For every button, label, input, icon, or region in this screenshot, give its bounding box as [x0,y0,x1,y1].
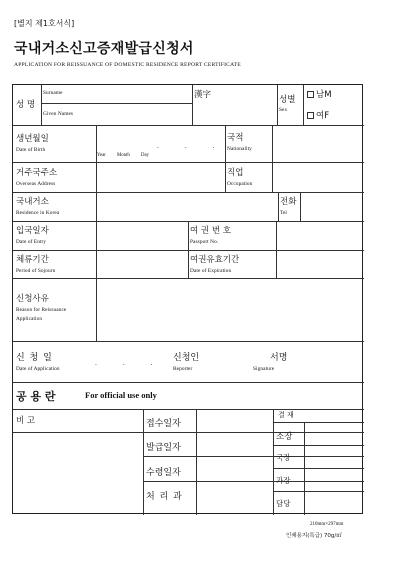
passport-label: 여 권 번 호 [190,226,231,236]
occupation-field[interactable] [273,163,363,192]
reporter-label-en: Reporter [173,366,193,372]
male-checkbox[interactable] [307,91,314,98]
reporter-label: 신청인 [173,353,200,363]
entry-label-en: Date of Entry [16,239,47,245]
surname-label: Surname [43,90,63,96]
residence-field[interactable] [97,193,278,221]
chief-label: 소장 [276,432,293,442]
received-date-label: 접수일자 [146,419,181,429]
overseas-address-field[interactable] [97,163,225,192]
remarks-label: 비 고 [16,416,36,426]
birth-date-field[interactable] [97,126,225,151]
dots: . . . [157,143,227,150]
overseas-label-en: Overseas Address [16,181,56,187]
application-date-label-en: Date of Application [16,366,60,372]
birth-label: 생년월일 [16,134,49,144]
nationality-label-en: Nationality [227,146,252,152]
director-label: 국장 [276,453,291,462]
application-form [12,84,363,514]
year-label: Year [97,153,106,158]
overseas-label: 거주국주소 [16,168,58,178]
tel-label: 전화 [280,197,297,207]
passport-label-en: Passport No. [190,239,219,245]
reason-field[interactable] [97,279,363,341]
tel-field[interactable] [301,193,363,221]
female-checkbox[interactable] [307,112,314,119]
nationality-field[interactable] [273,126,363,162]
tel-label-en: Tel [280,210,287,216]
signature-label-en: Signature [253,366,275,372]
sex-label-en: Sex [279,107,288,113]
expiry-field[interactable] [277,251,363,278]
reason-label-en: Reason for Reissuance [16,307,67,313]
page-title: 국내거소신고증재발급신청서 [14,41,194,57]
passport-number-field[interactable] [277,222,363,250]
issued-date-label: 발급일자 [146,443,181,453]
expiry-label-en: Date of Expiration [190,268,232,274]
given-names-field[interactable] [42,104,192,125]
reason-label-en2: Application [16,316,43,322]
application-date-label: 신 청 일 [16,353,53,363]
entry-label: 입국일자 [16,226,49,236]
reason-label: 신청사유 [16,294,49,304]
sojourn-label: 체류기간 [16,255,49,265]
page-title-en: APPLICATION FOR REISSUANCE OF DOMESTIC RESIDENCE REPORT CERTIFICATE [14,62,241,68]
residence-label: 국내거소 [16,197,49,207]
chinese-name-field[interactable] [193,97,277,125]
surname-field[interactable] [42,86,192,103]
occupation-label-en: Occupation [227,181,253,187]
month-label: Month [117,153,130,158]
sojourn-label-en: Period of Sojourn [16,268,56,274]
residence-label-en: Residence in Korea [16,210,60,216]
signature-label: 서명 [270,353,288,363]
paper-size: 210mm×297mm [310,522,344,527]
female-label: 여F [316,111,330,121]
nationality-label: 국적 [227,133,244,143]
day-label: Day [141,153,149,158]
paper-spec: 인쇄용지(특급) 70g/㎡ [286,533,342,539]
sojourn-field[interactable] [97,251,188,278]
occupation-label: 직업 [227,168,244,178]
official-title-en: For official use only [85,390,157,400]
male-label: 남M [316,90,332,100]
collected-date-label: 수령일자 [146,468,181,478]
approval-label: 결 재 [278,411,294,419]
chinese-name-label: 漢字 [194,90,212,100]
section-chief-label: 과장 [276,476,291,485]
date-dots: . . . [95,360,165,367]
name-label: 성 명 [16,100,36,110]
processor-label: 처 리 과 [146,492,183,502]
expiry-label: 여권유효기간 [190,255,240,265]
birth-label-en: Date of Birth [16,147,46,153]
entry-date-field[interactable] [97,222,188,250]
given-names-label: Given Names [43,111,74,117]
form-number: [별지 제1호서식] [14,19,75,28]
sex-label: 성별 [279,95,296,105]
official-title: 공 용 란 [16,390,56,403]
officer-label: 담당 [276,499,291,508]
